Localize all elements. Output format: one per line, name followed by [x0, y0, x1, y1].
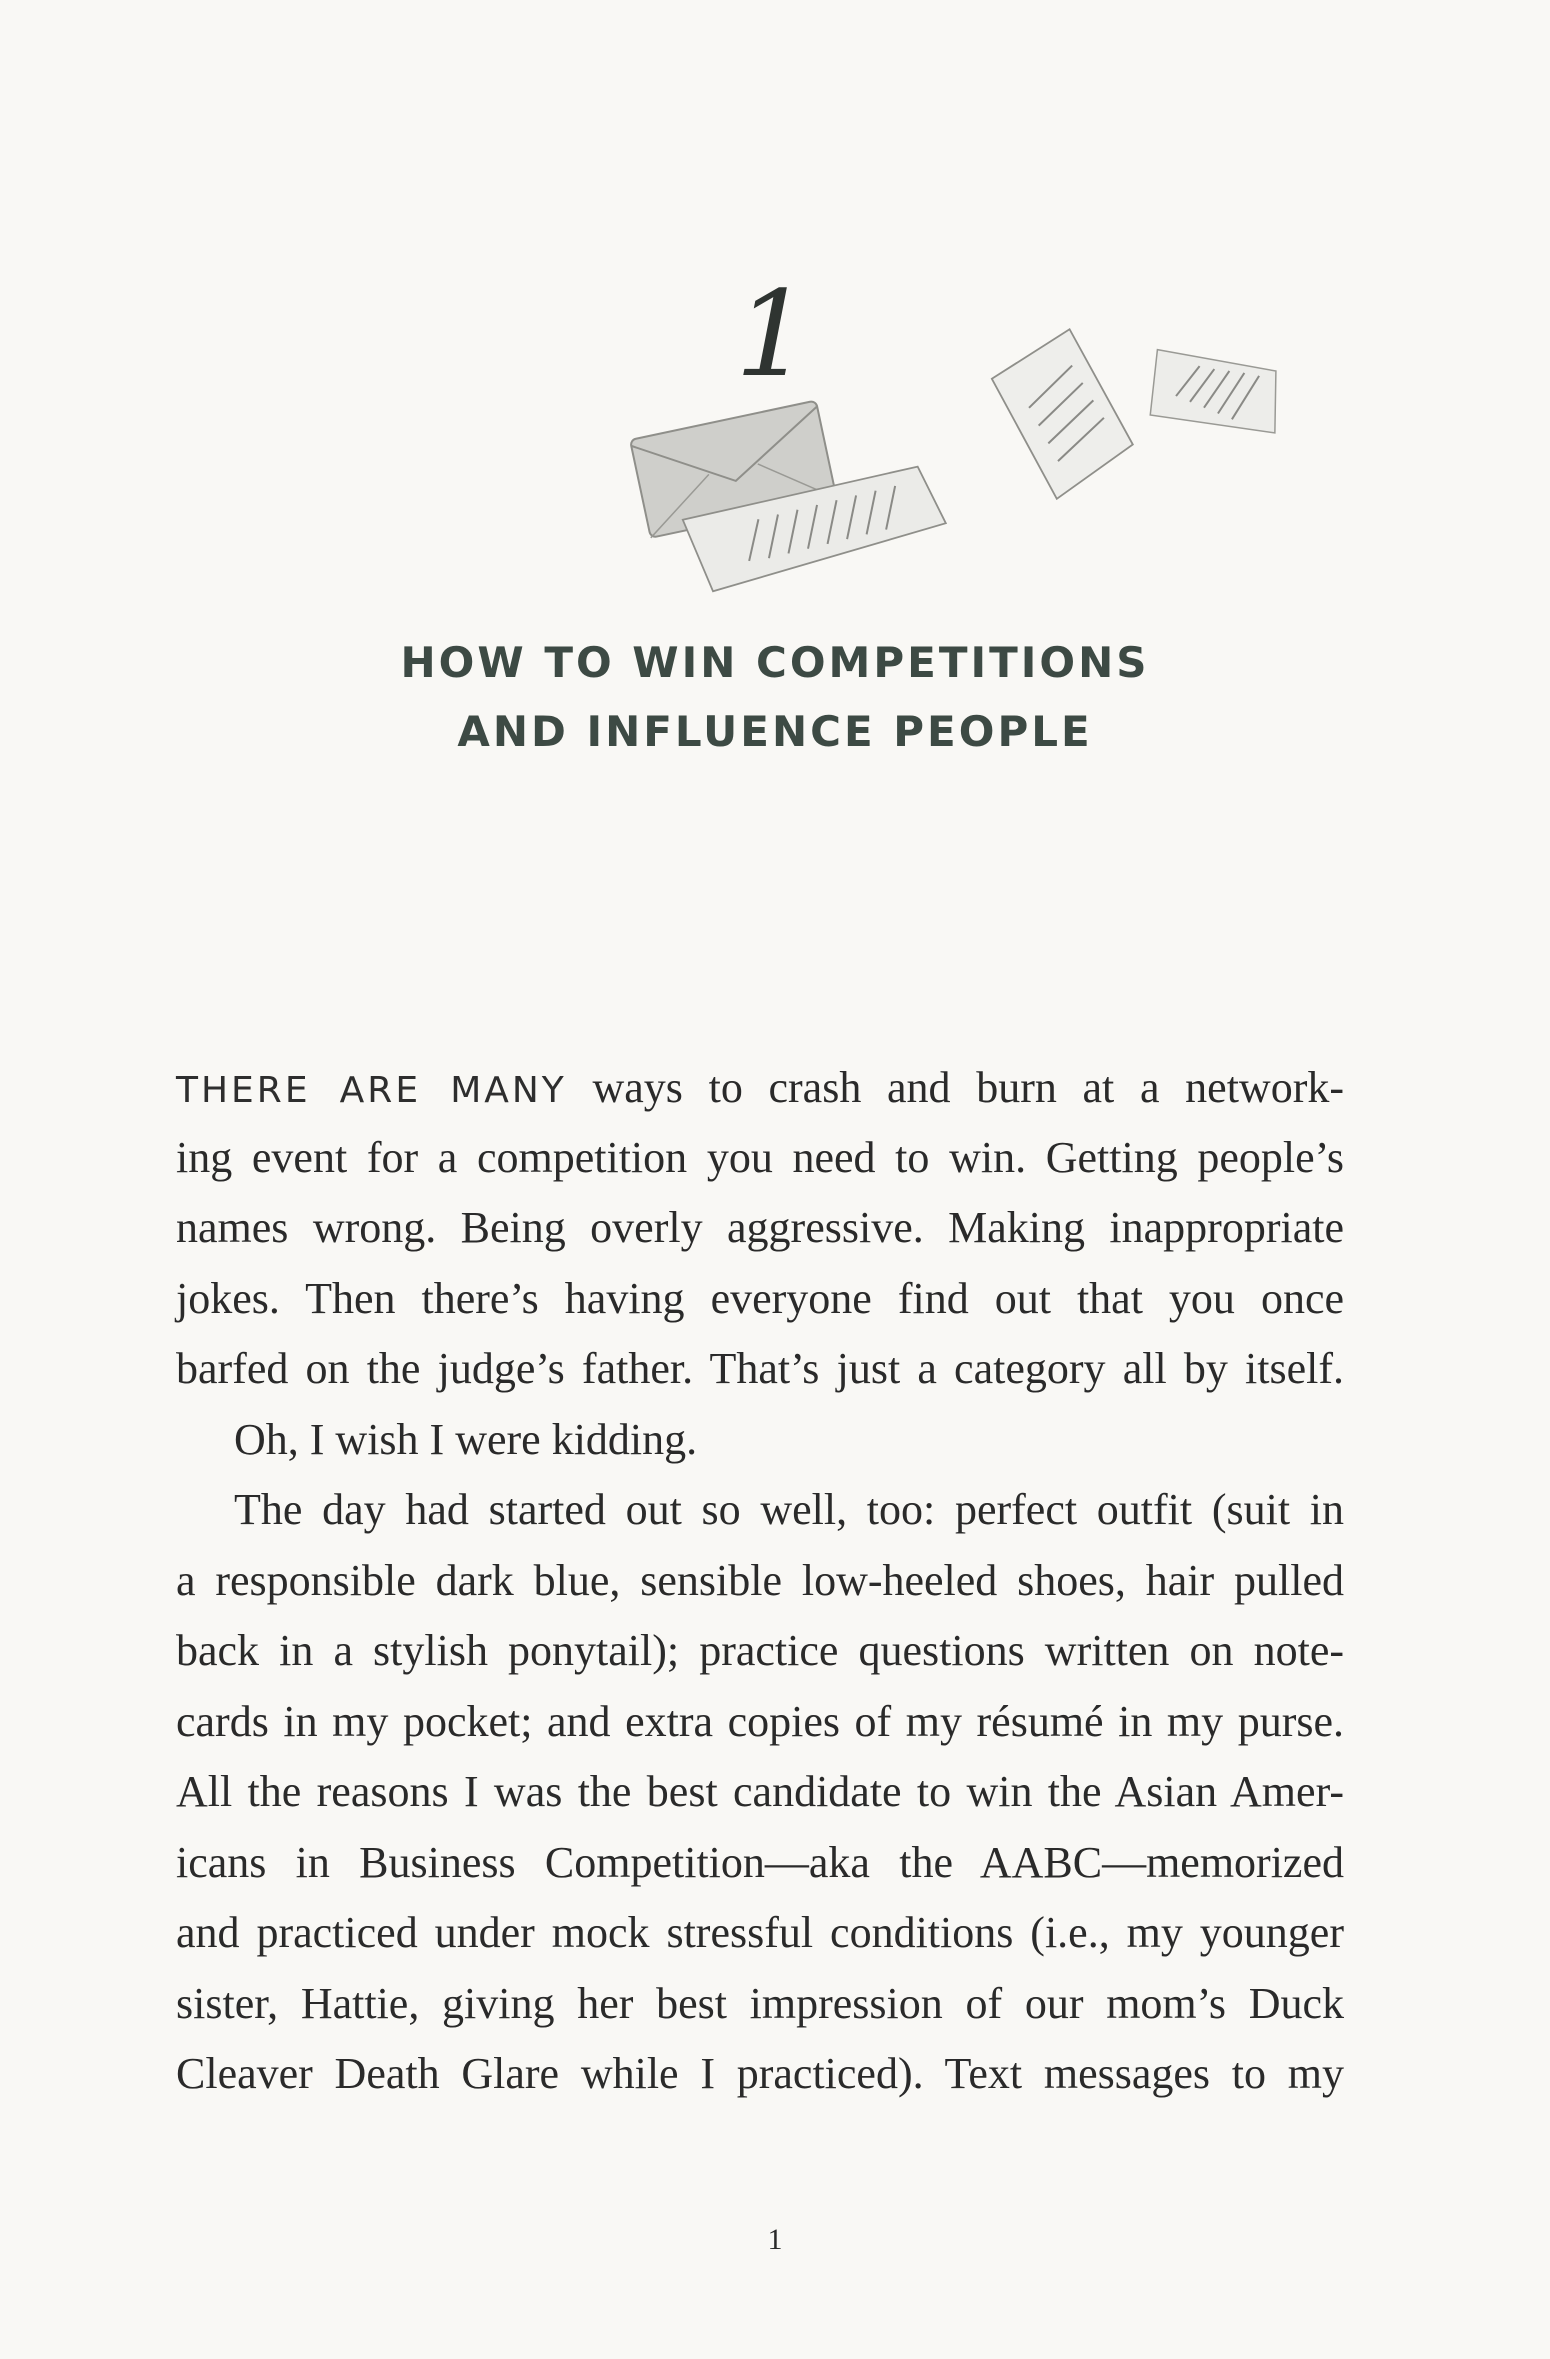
body-line [176, 1063, 1344, 1112]
body-line: jokes. Then there’s having everyone find out that you once [176, 1274, 1344, 1323]
chapter-title-line-2: AND INFLUENCE PEOPLE [457, 707, 1093, 756]
body-line: sister, Hattie, giving her best impression of our mom’s Duck [176, 1979, 1344, 2028]
lead-in-smallcaps: THERE ARE MANY [176, 1070, 567, 1111]
body-line: back in a stylish ponytail); practice questions written on note- [176, 1626, 1344, 1675]
page-number: 1 [767, 2223, 783, 2256]
body-line: All the reasons I was the best candidate to win the Asian Amer- [176, 1767, 1344, 1816]
body-line: cards in my pocket; and extra copies of my résumé in my purse. [176, 1697, 1344, 1746]
body-line: Cleaver Death Glare while I practiced). Text messages to my [176, 2049, 1344, 2098]
body-line: names wrong. Being overly aggressive. Making inappropriate [176, 1203, 1344, 1252]
body-line: The day had started out so well, too: perfect outfit (suit in [234, 1485, 1344, 1534]
body-line: a responsible dark blue, sensible low-heeled shoes, hair pulled [176, 1556, 1344, 1605]
body-line: icans in Business Competition—aka the AABC—memorized [176, 1838, 1344, 1887]
body-line: Oh, I wish I were kidding. [234, 1415, 698, 1464]
body-line-text: ways to crash and burn at a network- [566, 1063, 1344, 1112]
body-line: ing event for a competition you need to win. Getting people’s [176, 1133, 1344, 1182]
chapter-number: 1 [735, 265, 811, 403]
body-line: and practiced under mock stressful conditions (i.e., my younger [176, 1908, 1344, 1957]
chapter-title-line-1: HOW TO WIN COMPETITIONS [400, 638, 1150, 687]
flying-letters-icon [600, 320, 1340, 600]
body-line: barfed on the judge’s father. That’s just a category all by itself. [176, 1344, 1344, 1393]
